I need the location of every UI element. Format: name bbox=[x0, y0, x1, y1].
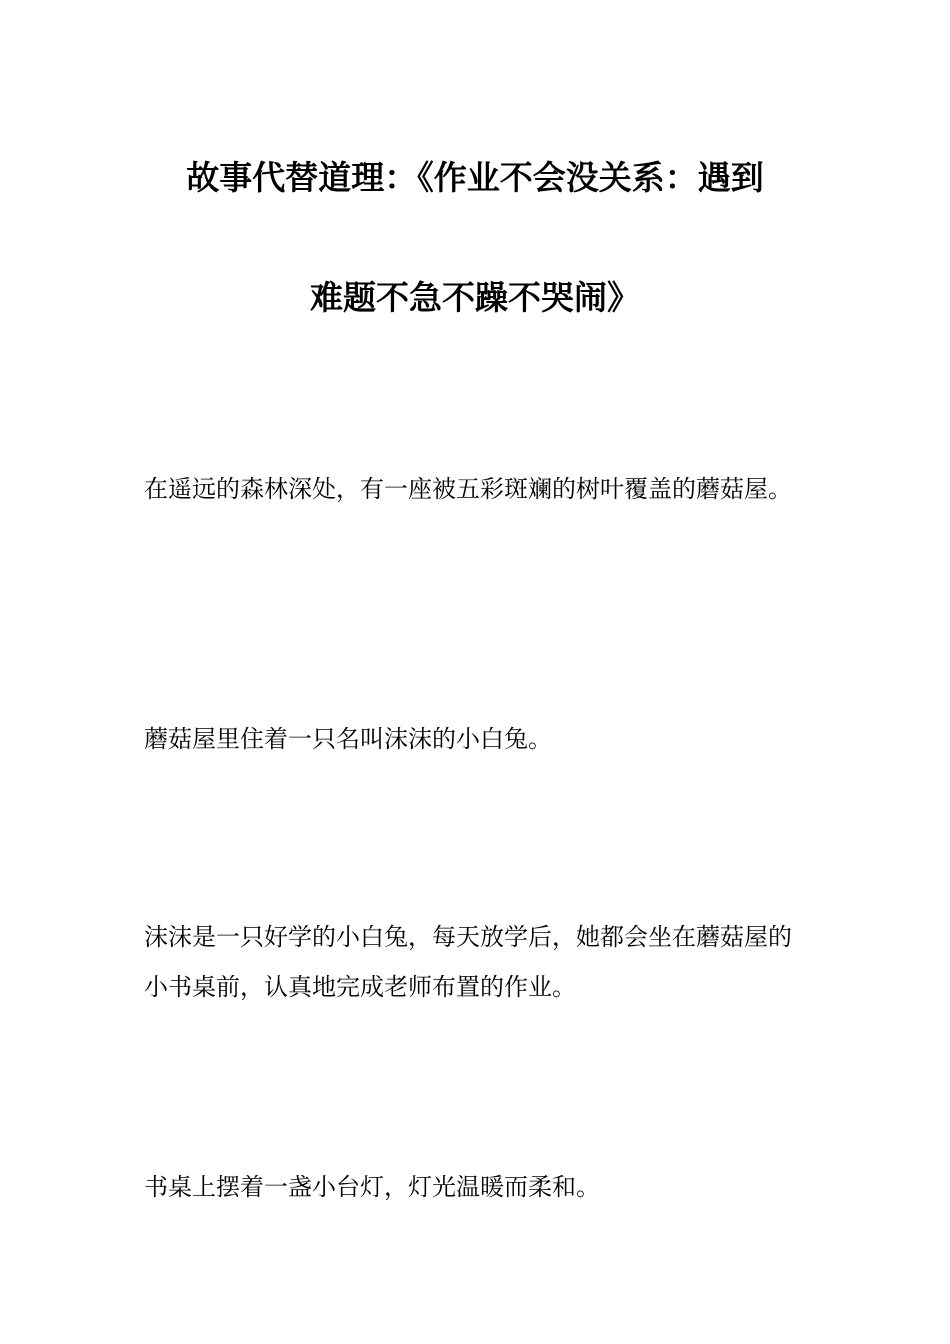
document-title-line-1: 故事代替道理：《作业不会没关系：遇到 bbox=[186, 158, 764, 197]
document-title-line-2: 难题不急不躁不哭闹》 bbox=[310, 278, 640, 317]
paragraph-4: 书桌上摆着一盏小台灯，灯光温暖而柔和。 bbox=[144, 1173, 600, 1201]
paragraph-3: 沫沫是一只好学的小白兔，每天放学后，她都会坐在蘑菇屋的小书桌前，认真地完成老师布置的作业。 bbox=[144, 923, 792, 1001]
paragraph-1: 在遥远的森林深处，有一座被五彩斑斓的树叶覆盖的蘑菇屋。 bbox=[144, 475, 792, 503]
paragraph-2: 蘑菇屋里住着一只名叫沫沫的小白兔。 bbox=[144, 725, 552, 753]
